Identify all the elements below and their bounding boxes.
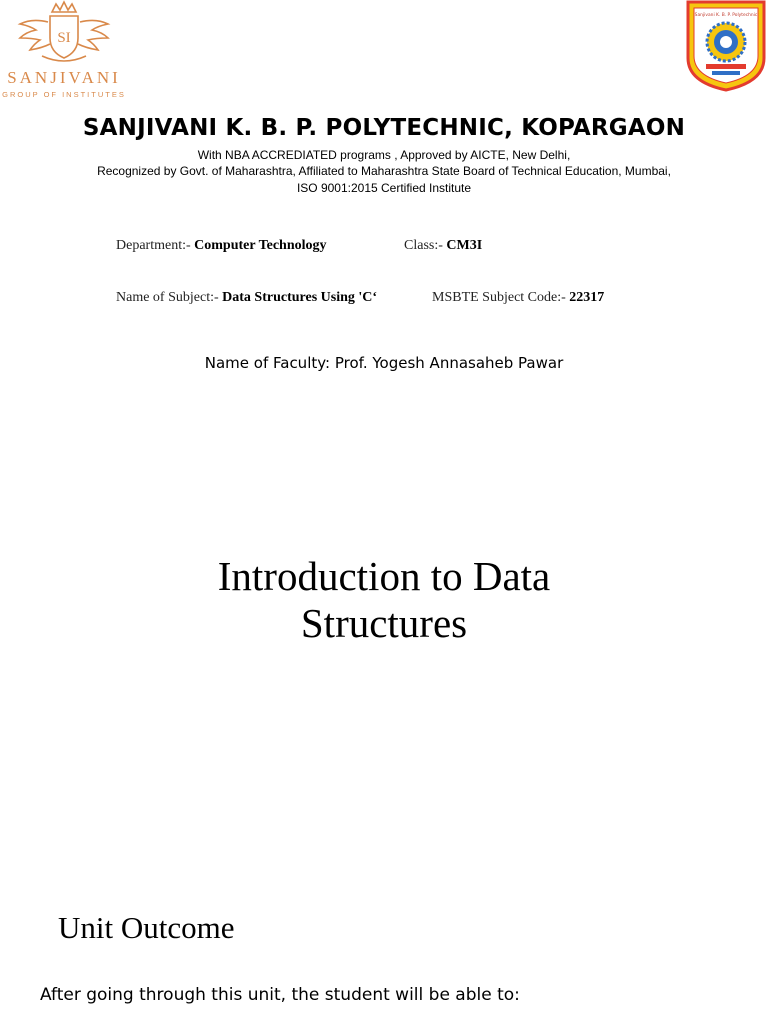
department-value: Computer Technology [194, 238, 327, 253]
class-value: CM3I [446, 238, 483, 253]
title-line-2: Structures [300, 600, 468, 646]
recognition-line: Recognized by Govt. of Maharashtra, Affiliated to Maharashtra State Board of Technical Education, Mumbai, [97, 164, 671, 178]
logo-tagline: GROUP OF INSTITUTES [2, 90, 126, 99]
intro-text: After going through this unit, the student will be able to: [40, 985, 520, 1005]
logo-wordmark: SANJIVANI [7, 68, 121, 87]
accreditation-line: With NBA ACCREDIATED programs , Approved by AICTE, New Delhi, [197, 148, 571, 162]
department-info [116, 238, 327, 254]
unit-outcome-heading: Unit Outcome [58, 910, 235, 945]
polytechnic-emblem [684, 0, 768, 92]
class-label: Class:- [404, 238, 447, 253]
crest-icon [14, 0, 114, 68]
subject-value: Data Structures Using 'C‘ [222, 290, 378, 305]
faculty-name: Name of Faculty: Prof. Yogesh Annasaheb Pawar [204, 354, 564, 372]
subject-info [116, 290, 377, 306]
svg-text:Sanjivani K. B. P. Polytechnic: Sanjivani K. B. P. Polytechnic [694, 13, 758, 18]
sanjivani-logo [0, 0, 140, 110]
svg-text:SI: SI [57, 30, 71, 46]
subject-label: Name of Subject:- [116, 290, 223, 305]
subject-code-value: 22317 [569, 290, 605, 305]
subject-code-label: MSBTE Subject Code:- [432, 290, 570, 305]
iso-line: ISO 9001:2015 Certified Institute [296, 181, 472, 195]
title-line-1: Introduction to Data [217, 553, 551, 599]
subject-code-info [432, 290, 604, 306]
slide-title [0, 553, 768, 647]
emblem-icon [684, 0, 768, 92]
institute-name: SANJIVANI K. B. P. POLYTECHNIC, KOPARGAON [82, 115, 686, 141]
department-label: Department:- [116, 238, 195, 253]
class-info [404, 238, 482, 254]
